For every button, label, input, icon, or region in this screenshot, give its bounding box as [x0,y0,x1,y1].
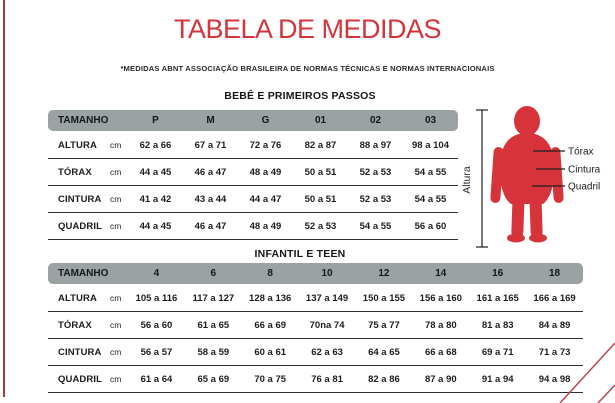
measure-value: 41 a 42 [139,193,172,205]
section-title-infantil: INFANTIL E TEEN [254,248,346,260]
unit-label: cm [110,347,122,357]
quadril-callout-label: Quadril [568,181,601,193]
column-header-12: 12 [378,268,390,279]
column-header-4: 4 [153,268,160,279]
unit-label: cm [110,374,122,384]
unit-label: cm [110,293,122,303]
measure-value: 50 a 51 [304,193,337,205]
measure-value: 78 a 80 [424,319,457,331]
measure-value: 61 a 65 [197,319,230,331]
measure-value: 50 a 51 [304,166,337,178]
unit-label: cm [110,221,122,231]
measure-value: 54 a 55 [414,193,447,205]
table-row-torax [48,312,583,339]
table-row-quadril [48,366,583,393]
measure-value: 44 a 45 [139,166,172,178]
header-tamanho-label: TAMANHO [58,115,109,126]
measure-value: 60 a 61 [254,346,287,358]
altura-label: Altura [461,166,473,194]
header-tamanho-label: TAMANHO [58,268,109,279]
measure-value: 44 a 47 [249,193,282,205]
measure-value: 87 a 90 [424,373,457,385]
measure-value: 150 a 155 [362,292,406,304]
altura-measure-line [476,110,488,247]
measure-value: 43 a 44 [194,193,227,205]
unit-label: cm [110,167,122,177]
measure-value: 137 a 149 [305,292,349,304]
row-label: CINTURA [58,193,102,205]
measure-value: 52 a 53 [359,193,392,205]
measure-value: 66 a 69 [254,319,287,331]
measure-value: 52 a 53 [304,220,337,232]
measure-value: 65 a 69 [197,373,230,385]
table-row-torax [48,159,458,186]
measure-value: 70na 74 [309,319,345,331]
measure-value: 128 a 136 [249,292,292,304]
unit-label: cm [110,140,122,150]
column-header-p: P [152,115,159,126]
size-table-bebe [48,110,458,240]
measure-value: 69 a 71 [481,346,514,358]
measure-value: 56 a 57 [140,346,173,358]
cintura-callout-label: Cintura [568,164,601,176]
measure-value: 66 a 68 [424,346,457,358]
row-label: QUADRIL [58,220,102,232]
measure-value: 88 a 97 [359,139,392,151]
column-header-16: 16 [492,268,504,279]
table-row-quadril [48,213,458,240]
measure-value: 48 a 49 [249,220,282,232]
left-border-line [3,0,5,397]
measure-value: 70 a 75 [254,373,287,385]
size-table-infantil [48,263,583,393]
page-subtitle: *MEDIDAS ABNT ASSOCIAÇÃO BRASILEIRA DE NORMAS TÉCNICAS E NORMAS INTERNACIONAIS [120,64,495,73]
measure-value: 46 a 47 [194,166,227,178]
column-header-18: 18 [549,268,561,279]
measure-value: 71 a 73 [538,346,571,358]
measure-value: 166 a 169 [533,292,576,304]
measure-value: 161 a 165 [476,292,519,304]
measure-value: 58 a 59 [197,346,230,358]
measure-value: 81 a 83 [481,319,514,331]
measure-value: 44 a 45 [139,220,172,232]
table-header-row [48,110,458,131]
table-row-cintura [48,186,458,213]
column-header-14: 14 [435,268,447,279]
column-header-m: M [206,115,215,126]
measure-value: 46 a 47 [194,220,227,232]
measure-value: 98 a 104 [412,139,449,151]
table-row-altura [48,132,458,159]
table-row-cintura [48,339,583,366]
table-row-altura [48,285,583,312]
column-header-10: 10 [321,268,333,279]
torax-callout-label: Tórax [568,146,594,158]
child-measurement-figure [455,100,615,250]
measure-value: 54 a 55 [359,220,392,232]
measure-value: 94 a 98 [538,373,571,385]
unit-label: cm [110,320,122,330]
section-title-bebe: BEBÊ E PRIMEIROS PASSOS [224,90,376,102]
measure-value: 72 a 76 [249,139,282,151]
measure-value: 56 a 60 [414,220,447,232]
measure-value: 84 a 89 [538,319,571,331]
measure-value: 82 a 87 [304,139,337,151]
column-header-8: 8 [267,268,273,279]
row-label: QUADRIL [58,373,102,385]
measure-value: 91 a 94 [481,373,514,385]
row-label: TÓRAX [58,166,92,178]
measure-value: 48 a 49 [249,166,282,178]
row-label: TÓRAX [58,319,92,331]
measure-value: 62 a 66 [139,139,172,151]
column-header-01: 01 [314,115,327,126]
child-silhouette [490,106,564,243]
row-label: ALTURA [58,292,97,304]
measure-value: 54 a 55 [414,166,447,178]
column-header-g: G [261,115,270,126]
measure-value: 82 a 86 [368,373,400,385]
measure-value: 156 a 160 [419,292,462,304]
measure-value: 67 a 71 [194,139,227,151]
measure-value: 62 a 63 [311,346,343,358]
column-header-6: 6 [210,268,217,279]
measure-value: 75 a 77 [368,319,400,331]
table-body [48,285,583,393]
measure-value: 64 a 65 [368,346,400,358]
corner-diagonal-decoration [520,330,615,403]
unit-label: cm [110,194,122,204]
measure-value: 56 a 60 [140,319,173,331]
table-header-row [48,263,583,284]
measure-value: 61 a 64 [140,373,173,385]
column-header-02: 02 [369,115,382,126]
table-body [48,132,458,240]
measure-value: 117 a 127 [192,292,235,304]
measure-value: 105 a 116 [135,292,178,304]
row-label: ALTURA [58,139,97,151]
page-title: TABELA DE MEDIDAS [173,14,442,44]
row-label: CINTURA [58,346,102,358]
measure-value: 76 a 81 [311,373,343,385]
measure-value: 52 a 53 [359,166,392,178]
column-header-03: 03 [424,115,437,126]
